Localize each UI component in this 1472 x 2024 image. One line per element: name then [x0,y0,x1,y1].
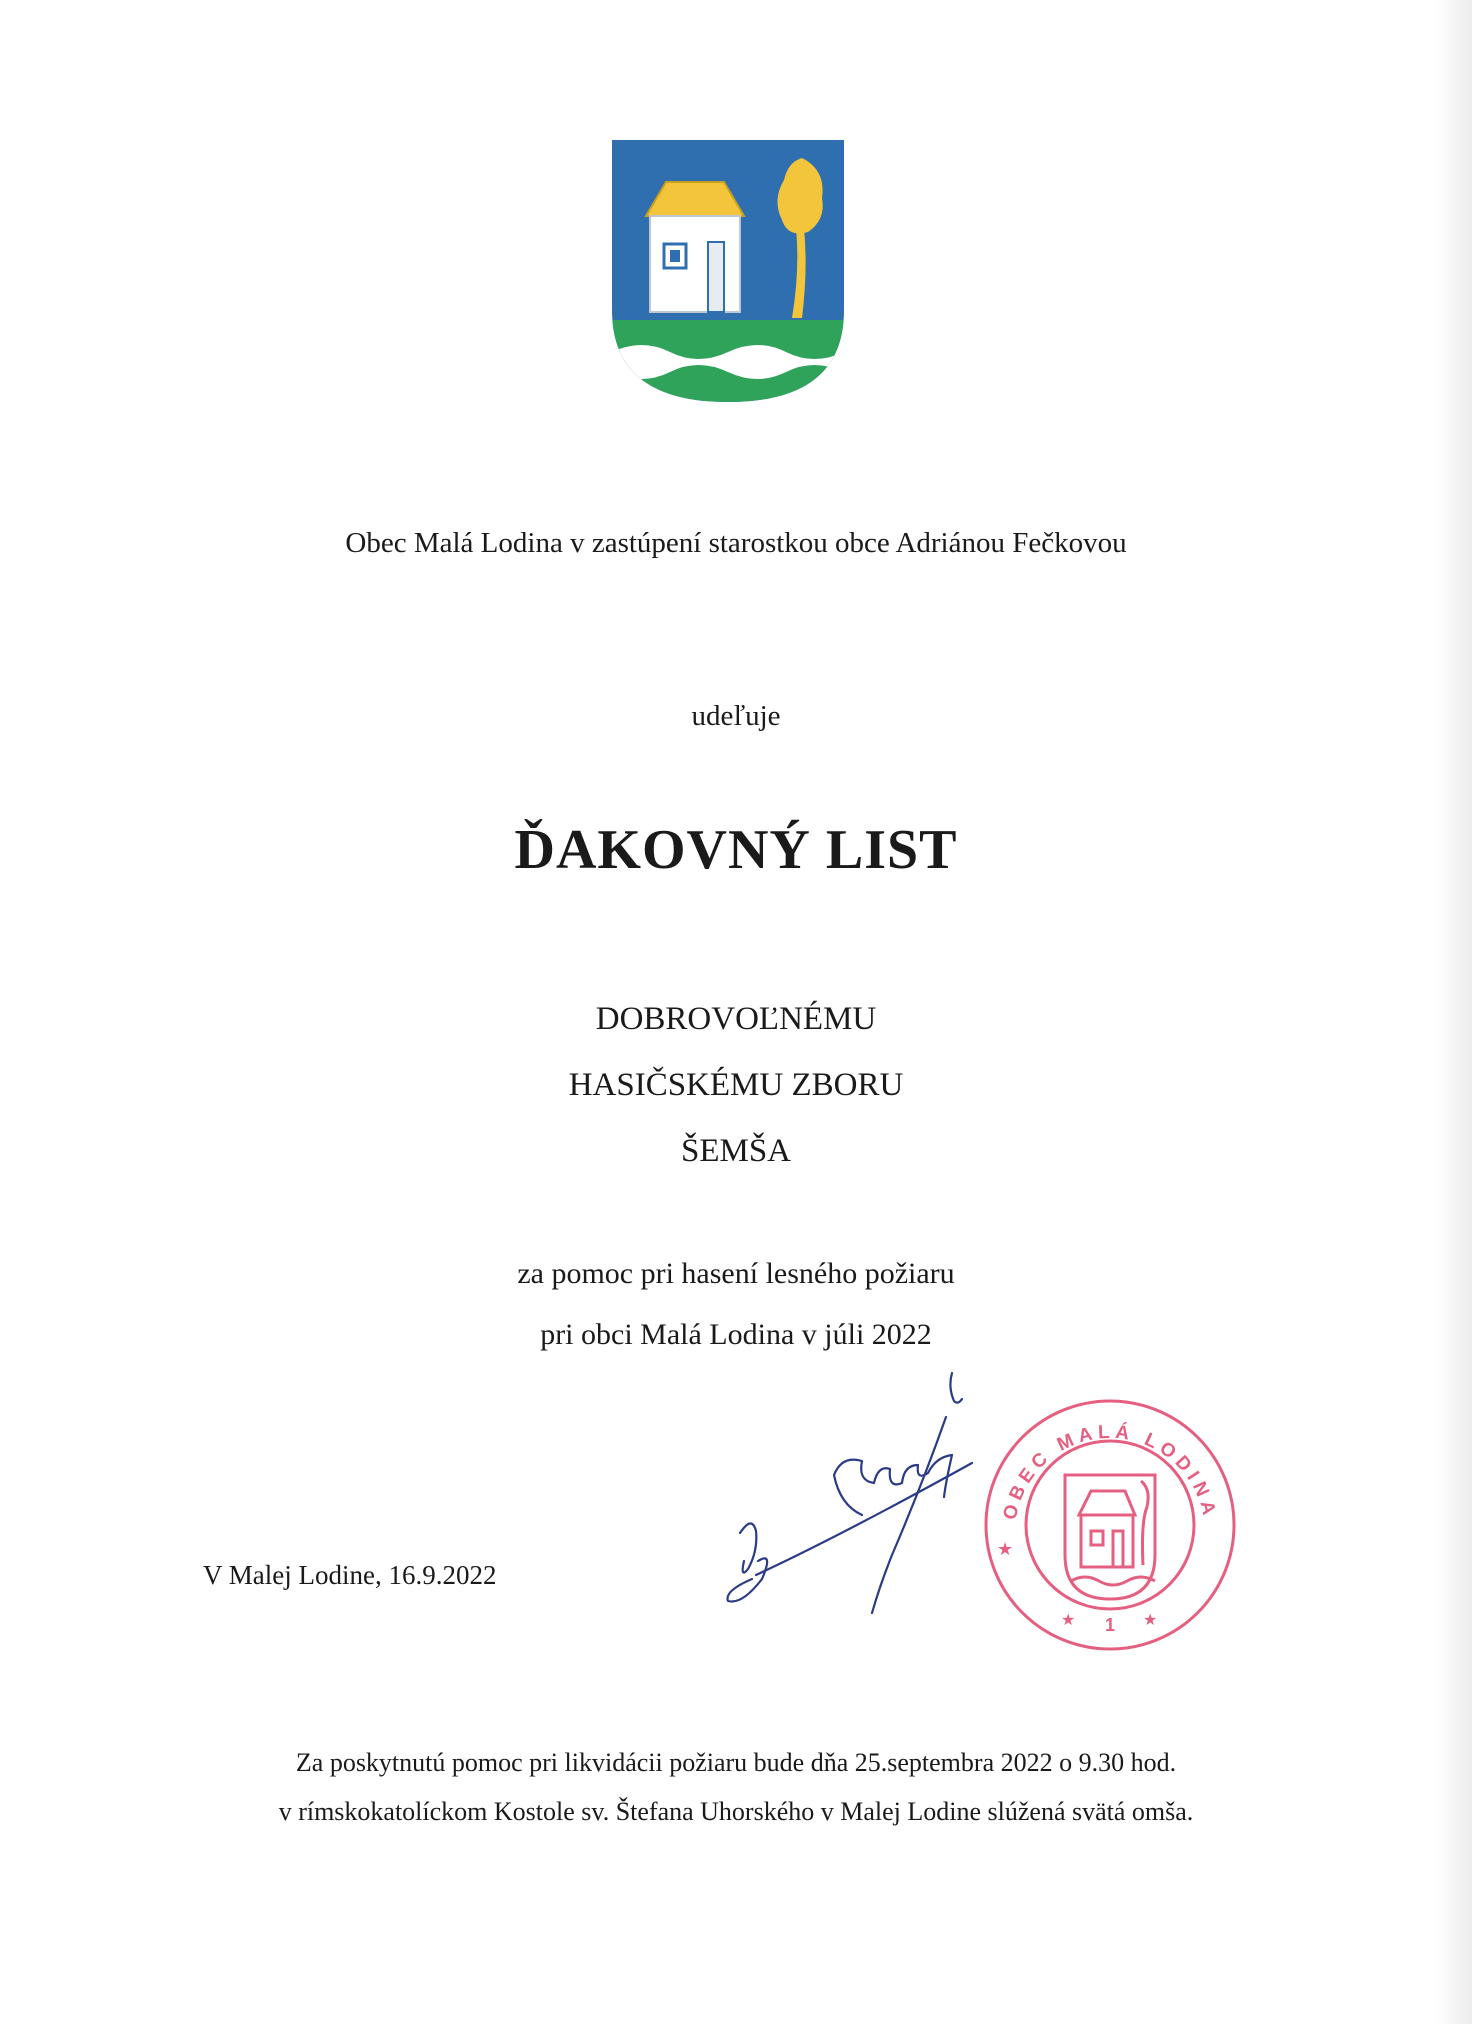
note-line: Za poskytnutú pomoc pri likvidácii požiaru bude dňa 25.septembra 2022 o 9.30 hod. [295,1748,1177,1777]
coat-of-arms-icon [612,140,844,402]
certificate-title: ĎAKOVNÝ LIST [514,819,958,881]
stamp-star-icon: ★ [1061,1612,1076,1629]
intro-text: Obec Malá Lodina v zastúpení starostkou obce Adriánou Fečkovou [345,527,1127,559]
recipient-line: DOBROVOĽNÉMU [595,1001,877,1037]
note-line: v rímskokatolíckom Kostole sv. Štefana Uhorského v Malej Lodine slúžená svätá omša. [278,1797,1194,1826]
recipient-line: HASIČSKÉMU ZBORU [568,1067,904,1103]
recipient-line: ŠEMŠA [680,1133,792,1169]
stamp-star-icon: ★ [1143,1612,1158,1629]
place-date: V Malej Lodine, 16.9.2022 [203,1560,497,1590]
signature [722,1365,1012,1625]
reason-line: pri obci Malá Lodina v júli 2022 [540,1318,932,1351]
stamp-star-icon: ★ [997,1539,1014,1559]
stamp-number: 1 [1104,1615,1116,1635]
official-stamp [975,1385,1245,1655]
reason-line: za pomoc pri hasení lesného požiaru [517,1257,955,1290]
stamp-text: OBEC MALÁ LODINA [999,1421,1221,1522]
grants-text: udeľuje [691,700,781,732]
